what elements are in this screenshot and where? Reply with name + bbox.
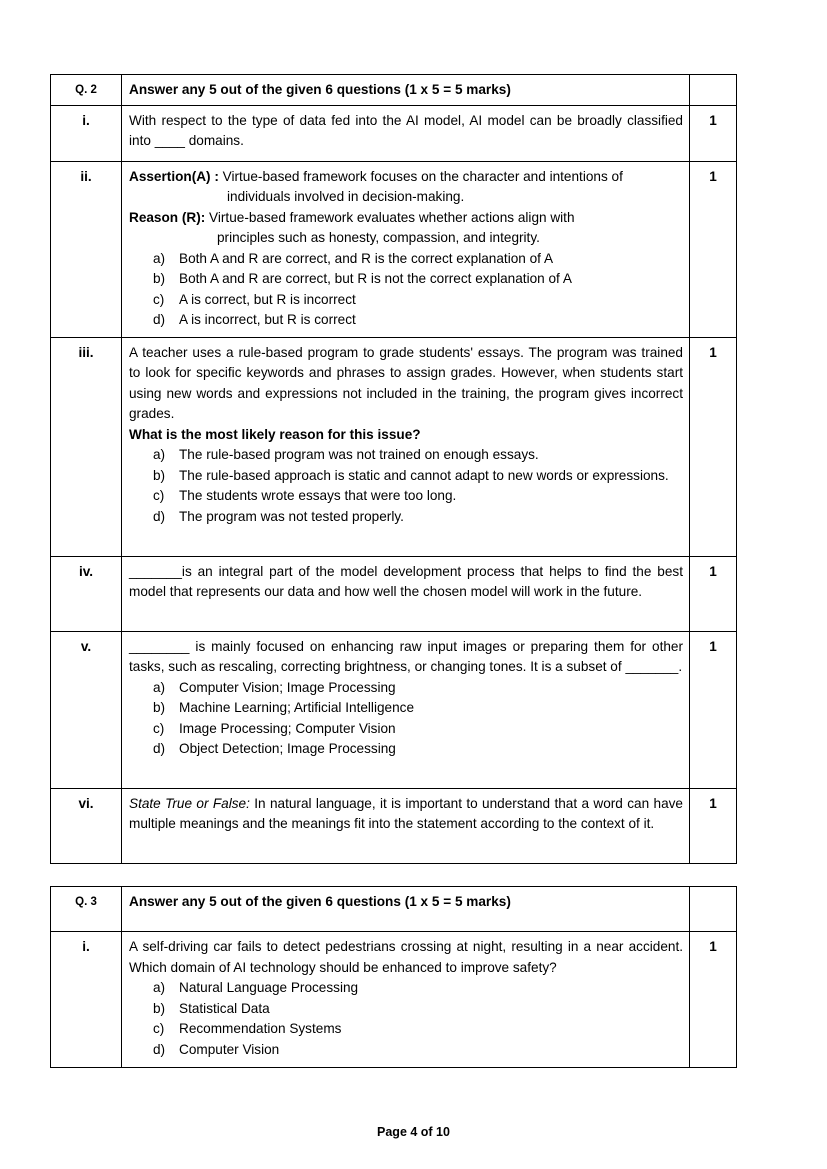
q2-row-v	[51, 631, 737, 788]
q2-instructions: Answer any 5 out of the given 6 questions (1 x 5 = 5 marks)	[122, 75, 690, 106]
question-body	[122, 932, 690, 1068]
option-text: The rule-based program was not trained on enough essays.	[179, 447, 539, 462]
question-body	[122, 631, 690, 788]
q3-instructions: Answer any 5 out of the given 6 questions (1 x 5 = 5 marks)	[122, 887, 690, 932]
option-text: Statistical Data	[179, 1000, 270, 1016]
option	[129, 269, 683, 290]
option-letter: a)	[153, 250, 166, 266]
reason-text-2: principles such as honesty, compassion, and integrity.	[217, 230, 540, 245]
question-body	[122, 337, 690, 556]
question-prompt: What is the most likely reason for this issue?	[129, 426, 421, 442]
reason-label: Reason (R):	[129, 209, 206, 225]
option-text: Object Detection; Image Processing	[179, 741, 396, 756]
q2-row-iii	[51, 337, 737, 556]
option	[129, 978, 683, 999]
option-letter: b)	[153, 467, 166, 483]
answer-blank: _______	[129, 563, 182, 579]
reason-line	[129, 208, 683, 229]
question-text: is an integral part of the model development process that helps to find the best model that represents our data and how well the chosen model will work in the future.	[129, 563, 683, 599]
question-2-table	[50, 74, 737, 864]
question-text: In natural language, it is important to understand that a word can have multiple meanings and the meanings fit into the statement according to the context of it.	[129, 795, 683, 831]
q3-header-marks	[690, 887, 737, 932]
option	[129, 290, 683, 311]
option	[129, 739, 683, 760]
option-text: Computer Vision	[179, 1041, 280, 1057]
question-text: A teacher uses a rule-based program to grade students' essays. The program was trained to look for specific keywords and phrases to assign grades. However, when students start using new words and expressions not included in the training, the program gives incorrect grades.	[129, 344, 683, 421]
options-list	[129, 445, 683, 527]
page-footer: Page 4 of 10	[377, 1125, 450, 1139]
question-text: A self-driving car fails to detect pedestrians crossing at night, resulting in a near accident. Which domain of AI technology should be enhanced to improve safety?	[129, 939, 683, 975]
answer-blank-2: _______	[625, 659, 679, 674]
question-text: With respect to the type of data fed into the AI model, AI model can be broadly classified into ____ domains.	[122, 105, 690, 161]
question-3-table	[50, 886, 737, 1068]
answer-blank-1: ________	[129, 638, 190, 654]
q2-row-ii	[51, 161, 737, 337]
q2-header-row	[51, 75, 737, 106]
options-list	[129, 978, 683, 1060]
assertion-text-2: individuals involved in decision-making.	[227, 189, 465, 204]
q2-header-marks	[690, 75, 737, 106]
option-letter: c)	[153, 488, 165, 503]
question-marks: 1	[690, 631, 737, 788]
option-letter: c)	[153, 291, 165, 307]
question-marks: 1	[690, 788, 737, 863]
option	[129, 1040, 683, 1061]
option-letter: b)	[153, 700, 166, 715]
question-number: iii.	[51, 337, 122, 556]
option-text: Recommendation Systems	[179, 1021, 342, 1036]
option-text: A is incorrect, but R is correct	[179, 312, 356, 327]
option-letter: d)	[153, 741, 166, 756]
option-letter: d)	[153, 312, 166, 327]
question-marks: 1	[690, 105, 737, 161]
question-number: vi.	[51, 788, 122, 863]
option	[129, 445, 683, 466]
question-marks: 1	[690, 932, 737, 1068]
option-letter: b)	[153, 271, 166, 286]
question-number: i.	[51, 932, 122, 1068]
q2-row-iv	[51, 556, 737, 631]
option-letter: a)	[153, 980, 166, 995]
option	[129, 486, 683, 507]
option	[129, 466, 683, 487]
option-letter: d)	[153, 1041, 166, 1057]
question-number: iv.	[51, 556, 122, 631]
option	[129, 1019, 683, 1040]
option-text: Image Processing; Computer Vision	[179, 720, 396, 736]
option-text: Both A and R are correct, and R is the correct explanation of A	[179, 250, 554, 266]
q2-number: Q. 2	[51, 75, 122, 106]
q3-header-row	[51, 887, 737, 932]
option-letter: a)	[153, 447, 166, 462]
option	[129, 249, 683, 270]
option-letter: c)	[153, 1021, 165, 1036]
option-text: Computer Vision; Image Processing	[179, 679, 396, 695]
option-text: Machine Learning; Artificial Intelligence	[179, 700, 415, 715]
question-prefix: State True or False:	[129, 795, 250, 811]
assertion-line	[129, 167, 683, 188]
question-number: v.	[51, 631, 122, 788]
question-marks: 1	[690, 556, 737, 631]
option-letter: c)	[153, 720, 165, 736]
question-marks: 1	[690, 337, 737, 556]
option	[129, 999, 683, 1020]
question-marks: 1	[690, 161, 737, 337]
assertion-label: Assertion(A) :	[129, 168, 219, 184]
question-number: i.	[51, 105, 122, 161]
question-body	[122, 556, 690, 631]
option	[129, 678, 683, 699]
q3-number: Q. 3	[51, 887, 122, 932]
q3-row-i	[51, 932, 737, 1068]
q2-row-vi	[51, 788, 737, 863]
option-text: A is correct, but R is incorrect	[179, 291, 356, 307]
options-list	[129, 249, 683, 331]
option	[129, 719, 683, 740]
option-text: The program was not tested properly.	[179, 508, 404, 524]
option-text: The students wrote essays that were too long.	[179, 488, 457, 503]
options-list	[129, 678, 683, 760]
option-text: The rule-based approach is static and cannot adapt to new words or expressions.	[179, 467, 669, 483]
question-body	[122, 161, 690, 337]
reason-text-1: Virtue-based framework evaluates whether actions align with	[205, 209, 575, 225]
option-text: Both A and R are correct, but R is not the correct explanation of A	[179, 271, 572, 286]
option-text: Natural Language Processing	[179, 980, 359, 995]
option	[129, 310, 683, 331]
question-text-2: .	[678, 659, 683, 674]
option-letter: d)	[153, 508, 166, 524]
question-text-1: is mainly focused on enhancing raw input images or preparing them for other tasks, such as rescaling, correcting brightness, or changing tones. It is a subset of	[129, 638, 683, 674]
question-text	[129, 637, 683, 678]
question-number: ii.	[51, 161, 122, 337]
option-letter: a)	[153, 679, 166, 695]
option	[129, 698, 683, 719]
option-letter: b)	[153, 1000, 166, 1016]
assertion-text-1: Virtue-based framework focuses on the character and intentions of	[218, 168, 623, 184]
q2-row-i	[51, 105, 737, 161]
option	[129, 507, 683, 528]
question-body	[122, 788, 690, 863]
